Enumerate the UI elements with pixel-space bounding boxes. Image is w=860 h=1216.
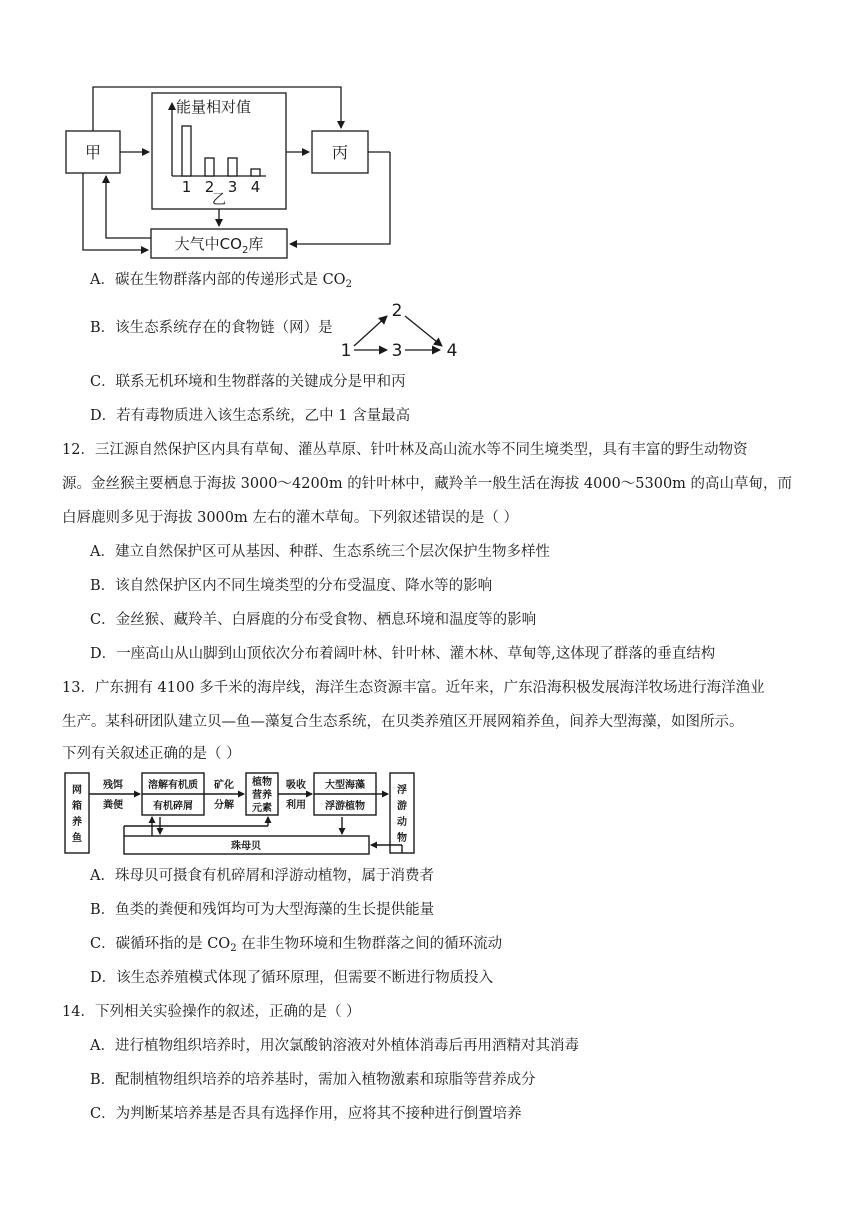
- detritus-label: 有机碎屑: [153, 801, 193, 812]
- q13-option-c: C．碳循环指的是 $CO_2$ 在非生物环境和生物群落之间的循环流动: [90, 936, 503, 954]
- q13-option-b: B．鱼类的粪便和残饵均可为大型海藻的生长提供能量: [90, 902, 435, 918]
- utilize-label: 利用: [286, 800, 306, 811]
- zoo-char-2: 游: [397, 801, 407, 812]
- phyto-label: 浮游植物: [325, 801, 365, 812]
- cage-char-4: 鱼: [72, 833, 82, 844]
- zoo-char-1: 浮: [397, 785, 407, 796]
- bar-label-2: 2: [204, 178, 215, 196]
- dom-label: 溶解有机质: [148, 780, 198, 791]
- q12-stem-line1: 12．三江源自然保护区内具有草甸、灌丛草原、针叶林及高山流水等不同生境类型，具有丰富的野生动物资: [62, 442, 748, 458]
- q11-option-b: B．该生态系统存在的食物链（网）是: [90, 320, 333, 336]
- food-chain-diagram: [332, 296, 472, 364]
- jia-label: 甲: [84, 143, 102, 162]
- y-axis-label: 能量相对值: [176, 98, 252, 116]
- q12-option-b: B．该自然保护区内不同生境类型的分布受温度、降水等的影响: [90, 578, 493, 594]
- yi-label: 乙: [212, 192, 226, 208]
- chain-node-4: 4: [446, 341, 458, 361]
- q11-option-a: A．碳在生物群落内部的传递形式是 $CO_2$: [90, 272, 352, 290]
- q12-option-a: A．建立自然保护区可从基因、种群、生态系统三个层次保护生物多样性: [90, 544, 550, 560]
- feces-label: 粪便: [103, 800, 123, 811]
- bar-label-1: 1: [181, 178, 192, 196]
- nutrient-line-3: 元素: [252, 803, 272, 814]
- cage-char-1: 网: [72, 785, 82, 796]
- feed-label: 残饵: [103, 780, 123, 791]
- q13-stem-line3: 下列有关叙述正确的是（ ）: [62, 746, 241, 762]
- q14-stem: 14．下列相关实验操作的叙述，正确的是（ ）: [62, 1004, 361, 1020]
- q13-option-a: A．珠母贝可摄食有机碎屑和浮游动植物，属于消费者: [90, 868, 434, 884]
- cage-char-3: 养: [72, 817, 82, 828]
- q13-option-d: D．该生态养殖模式体现了循环原理，但需要不断进行物质投入: [90, 970, 494, 986]
- co2-label: 大气中$CO_2$库: [174, 235, 264, 256]
- nutrient-line-1: 植物: [252, 777, 272, 788]
- q12-stem-line3: 白唇鹿则多见于海拔 3000m 左右的灌木草甸。下列叙述错误的是（ ）: [62, 510, 518, 526]
- cage-char-2: 箱: [72, 801, 82, 812]
- bar-label-3: 3: [227, 178, 238, 196]
- q11-option-c: C．联系无机环境和生物群落的关键成分是甲和丙: [90, 374, 406, 390]
- carbon-cycle-diagram: [0, 0, 860, 270]
- q14-option-b: B．配制植物组织培养的培养基时，需加入植物激素和琼脂等营养成分: [90, 1072, 536, 1088]
- q14-option-c: C．为判断某培养基是否具有选择作用，应将其不接种进行倒置培养: [90, 1106, 522, 1122]
- q12-option-d: D．一座高山从山脚到山顶依次分布着阔叶林、针叶林、灌木林、草甸等,这体现了群落的垂直结构: [90, 646, 716, 662]
- zoo-char-4: 物: [397, 833, 407, 844]
- decompose-label: 分解: [214, 800, 234, 811]
- absorb-label: 吸收: [286, 780, 306, 791]
- chain-node-2: 2: [391, 301, 403, 321]
- algae-label: 大型海藻: [325, 780, 365, 791]
- mineralize-label: 矿化: [214, 780, 234, 791]
- bar-1: [182, 126, 191, 176]
- q12-stem-line2: 源。金丝猴主要栖息于海拔 3000～4200m 的针叶林中，藏羚羊一般生活在海拔 4000～5300m 的高山草甸，而: [62, 476, 793, 492]
- bar-label-4: 4: [250, 178, 261, 196]
- nutrient-line-2: 营养: [252, 790, 272, 801]
- chain-node-1: 1: [340, 341, 352, 361]
- q13-stem-line1: 13．广东拥有 4100 多千米的海岸线，海洋生态资源丰富。近年来，广东沿海积极发展海洋牧场进行海洋渔业: [62, 680, 765, 696]
- q13-stem-line2: 生产。某科研团队建立贝—鱼—藻复合生态系统，在贝类养殖区开展网箱养鱼，间养大型海藻，如图所示。: [62, 714, 744, 730]
- bar-2: [205, 158, 214, 176]
- q14-option-a: A．进行植物组织培养时，用次氯酸钠溶液对外植体消毒后再用酒精对其消毒: [90, 1038, 579, 1054]
- zoo-char-3: 动: [397, 817, 407, 828]
- bar-3: [228, 158, 237, 176]
- bing-label: 丙: [331, 143, 349, 162]
- q11-option-d: D．若有毒物质进入该生态系统，乙中 1 含量最高: [90, 408, 411, 424]
- q12-option-c: C．金丝猴、藏羚羊、白唇鹿的分布受食物、栖息环境和温度等的影响: [90, 612, 537, 628]
- bar-4: [251, 169, 260, 176]
- aquaculture-flow-diagram: [60, 768, 422, 860]
- pearl-oyster-label: 珠母贝: [231, 841, 261, 852]
- chain-node-3: 3: [391, 341, 403, 361]
